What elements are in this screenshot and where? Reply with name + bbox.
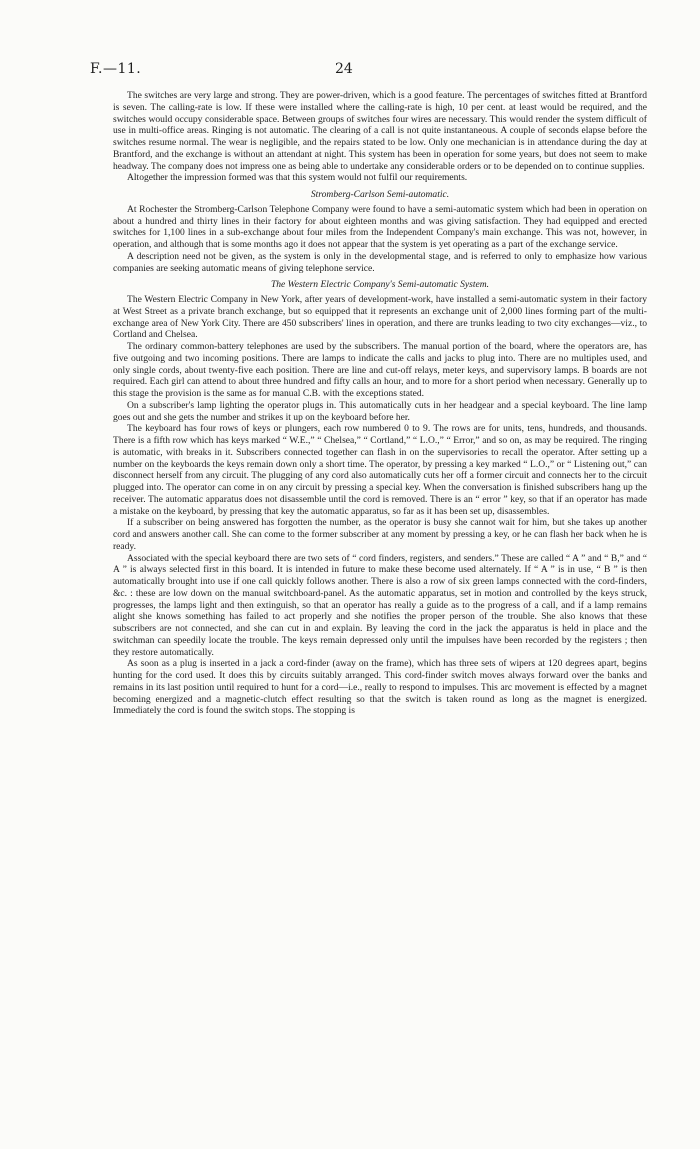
paragraph: The keyboard has four rows of keys or plungers, each row numbered 0 to 9. The rows are for units, tens, hundreds, and thousands. There is a fifth row which has keys marked “ W.E.,” “ Chelsea,” “ Cortland,” “ L.O.,” “ Error,” and so on, as may be required. The ringing is automatic, with breaks in it. Subscribers connected together can flash in on the supervisories to recall the operator. After setting up a number on the keyboards the keys remain down only a short time. The operator, by pressing a key marked “ L.O.,” or “ Listening out,” can disconnect herself from any circuit. The plugging of any cord also automatically cuts her off a former circuit and connects her to the circuit plugged into. The operator can come in on any circuit by pressing a special key. When the conversation is finished subscribers hang up the receiver. The automatic apparatus does not disassemble until the cord is removed. There is an “ error ” key, so that if an operator has made a mistake on the keyboard, by pressing that key the automatic apparatus, so far as it has been set up, disassembles.: [113, 423, 647, 517]
document-reference: F.—11.: [90, 61, 142, 77]
paragraph: The ordinary common-battery telephones are used by the subscribers. The manual portion of the board, where the operators are, has five outgoing and two incoming positions. There are lamps to indicate the calls and jacks to plug into. There are no multiples used, and only single cords, about twenty-five each position. There are line and cut-off relays, meter keys, and supervisory lamps. B boards are not required. Each girl can attend to about three hundred and fifty calls an hour, and to more for a short period when necessary. Generally up to this stage the provision is the same as for manual C.B. with the exceptions stated.: [113, 341, 647, 399]
paragraph: A description need not be given, as the system is only in the developmental stage, and is referred to only to emphasize how various companies are seeking automatic means of giving telephone service.: [113, 250, 647, 274]
section-heading: Stromberg-Carlson Semi-automatic.: [310, 189, 450, 200]
paragraph: If a subscriber on being answered has forgotten the number, as the operator is busy she cannot wait for him, but she takes up another cord and answers another call. She can come to the former subscriber at any moment by pressing a key, or he can flash her back when he is ready.: [113, 517, 647, 552]
page-number: 24: [335, 61, 353, 77]
page-header: [90, 61, 620, 81]
paragraph: At Rochester the Stromberg-Carlson Telephone Company were found to have a semi-automatic system which had been in operation on about a hundred and thirty lines in their factory for about eighteen months and was giving satisfaction. They had equipped and erected switches for 1,100 lines in a sub-exchange about four miles from the Independent Company's main exchange. This was not, however, in operation, and although that is some months ago it does not appear that the system is yet operating as a part of the exchange service.: [113, 203, 647, 250]
page-body: [113, 90, 647, 717]
paragraph: As soon as a plug is inserted in a jack a cord-finder (away on the frame), which has three sets of wipers at 120 degrees apart, begins hunting for the cord used. It does this by circuits suitably arranged. This cord-finder switch moves always forward over the banks and remains in its last position until required to hunt for a cord—i.e., really to respond to impulses. This arc movement is effected by a magnet becoming energized and a magnetic-clutch effect resulting so that the switch is taken round as long as the magnet is energized. Immediately the cord is found the switch stops. The stopping is: [113, 658, 647, 717]
paragraph: Associated with the special keyboard there are two sets of “ cord finders, registers, and senders.” These are called “ A ” and “ B,” and “ A ” is always selected first in this board. It is intended in future to make these become used alternately. If “ A ” is in use, “ B ” is then automatically brought into use if one call quickly follows another. There is also a row of six green lamps connected with the cord-finders, &c. : these are low down on the manual switchboard-panel. As the automatic apparatus, set in motion and controlled by the keys struck, progresses, the lamps light and then extinguish, so that an operator has really a guide as to the progress of a call, and if a lamp remains alight she knows something has failed to act properly and she notifies the proper person of the trouble. She also knows that these subscribers are not connected, and she can cut in and explain. By leaving the cord in the jack the apparatus is held in place and the switchman can speedily locate the trouble. The keys remain depressed only until the impulses have been recorded by the registers ; then they restore automatically.: [113, 552, 647, 658]
section-heading: The Western Electric Company's Semi-automatic System.: [270, 279, 490, 291]
paragraph: Altogether the impression formed was that this system would not fulfil our requirements.: [127, 172, 468, 184]
paragraph: On a subscriber's lamp lighting the operator plugs in. This automatically cuts in her headgear and a special keyboard. The line lamp goes out and she gets the number and strikes it up on the keyboard before her.: [113, 399, 647, 423]
paragraph: The Western Electric Company in New York, after years of development-work, have installed a semi-automatic system in their factory at West Street as a private branch exchange, but so equipped that it represents an exchange unit of 2,000 lines forming part of the multi-exchange area of New York City. There are 450 subscribers' lines in operation, and there are trunks leading to two city exchanges—viz., to Cortland and Chelsea.: [113, 294, 647, 341]
paragraph: The switches are very large and strong. They are power-driven, which is a good feature. The percentages of switches fitted at Brantford is seven. The calling-rate is low. If these were installed where the calling-rate is high, 10 per cent. at least would be required, and the switches would occupy considerable space. Between groups of switches four wires are necessary. This would render the system difficult of use in multi-office areas. Ringing is not automatic. The clearing of a call is not quite instantaneous. A couple of seconds elapse before the switches resume normal. The wear is negligible, and the repairs stated to be low. Only one mechanician is in attendance during the day at Brantford, and the exchange is without an attendant at night. This system has been in operation for some years, but does not seem to make headway. The company does not impress one as being able to undertake any considerable orders or to be depended on to continue supplies.: [113, 90, 647, 172]
